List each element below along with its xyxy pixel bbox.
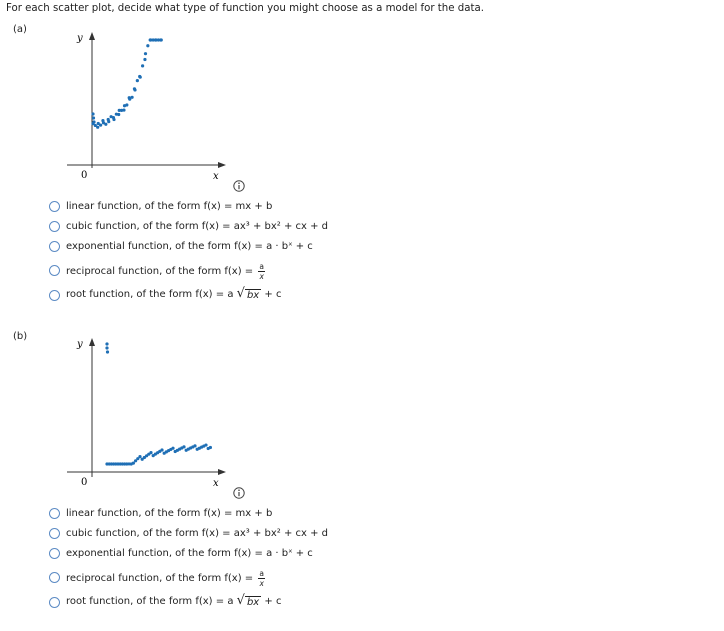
option-root[interactable]: root function, of the form f(x) = a √ bx + c xyxy=(49,592,328,612)
option-text: linear function, of the form xyxy=(66,200,204,212)
y-axis-label: y xyxy=(77,33,83,44)
option-text: cubic function, of the form xyxy=(66,527,202,539)
part-b-label: (b) xyxy=(13,331,28,342)
radio-button[interactable] xyxy=(49,548,60,559)
radio-button[interactable] xyxy=(49,528,60,539)
origin-label: 0 xyxy=(81,477,88,488)
option-formula: f(x) = a xyxy=(195,596,237,607)
scatter-point xyxy=(143,58,146,61)
option-text: exponential function, of the form xyxy=(66,240,235,252)
fraction: $\frac{a}{x}$ xyxy=(259,261,264,281)
scatter-point xyxy=(133,88,136,91)
scatter-point xyxy=(132,462,135,465)
x-axis-label: x xyxy=(213,478,219,489)
scatter-point xyxy=(144,52,147,55)
radio-button[interactable] xyxy=(49,508,60,519)
scatter-point xyxy=(193,444,196,447)
scatter-point xyxy=(91,112,94,115)
part-a-label: (a) xyxy=(13,24,27,35)
origin-label: 0 xyxy=(81,170,88,181)
scatter-points xyxy=(105,342,212,465)
info-icon[interactable] xyxy=(233,487,245,499)
options-a xyxy=(49,196,328,305)
x-axis-label: x xyxy=(213,171,219,182)
instruction-text: For each scatter plot, decide what type of function you might choose as a model for the data. xyxy=(6,3,484,14)
scatter-point xyxy=(117,113,120,116)
scatter-point xyxy=(104,123,107,126)
option-cubic[interactable] xyxy=(49,523,328,543)
scatter-point xyxy=(105,346,108,349)
scatter-point xyxy=(106,350,109,353)
y-axis-arrow xyxy=(89,32,95,40)
scatter-point xyxy=(160,448,163,451)
option-text: cubic function, of the form xyxy=(66,220,202,232)
scatter-point xyxy=(96,126,99,129)
scatter-point xyxy=(105,342,108,345)
option-cubic[interactable] xyxy=(49,216,328,236)
scatter-point xyxy=(209,446,212,449)
scatter-point xyxy=(171,447,174,450)
option-linear[interactable] xyxy=(49,503,328,523)
radio-button[interactable] xyxy=(49,201,60,212)
option-exponential[interactable] xyxy=(49,543,328,563)
option-formula: f(x) = a · bˣ + c xyxy=(234,240,313,252)
option-text: root function, of the form xyxy=(66,596,196,607)
option-formula: f(x) = xyxy=(224,572,257,584)
fraction: $\frac{a}{x}$ xyxy=(259,568,264,588)
option-reciprocal[interactable] xyxy=(49,563,328,592)
scatter-point xyxy=(107,120,110,123)
scatter-point xyxy=(149,451,152,454)
x-axis-arrow xyxy=(218,162,226,168)
option-exponential[interactable] xyxy=(49,236,328,256)
scatter-point xyxy=(136,79,139,82)
scatter-point xyxy=(99,123,102,126)
option-formula: f(x) = mx + b xyxy=(203,200,273,212)
option-linear[interactable] xyxy=(49,196,328,216)
scatter-plot-b xyxy=(55,334,235,494)
option-formula: f(x) = a xyxy=(195,289,237,300)
scatter-point xyxy=(112,118,115,121)
info-icon[interactable] xyxy=(233,180,245,192)
scatter-point xyxy=(204,443,207,446)
radio-button[interactable] xyxy=(49,572,60,583)
scatter-point xyxy=(125,103,128,106)
radio-button[interactable] xyxy=(49,221,60,232)
scatter-point xyxy=(138,455,141,458)
radio-button[interactable] xyxy=(49,290,60,301)
square-root: √ bx xyxy=(236,286,260,301)
scatter-point xyxy=(139,76,142,79)
option-text: reciprocal function, of the form xyxy=(66,572,225,584)
radio-button[interactable] xyxy=(49,597,60,608)
options-b xyxy=(49,503,328,612)
scatter-plot-a xyxy=(55,28,235,188)
option-formula: f(x) = mx + b xyxy=(203,507,273,519)
radio-button[interactable] xyxy=(49,265,60,276)
option-root[interactable]: root function, of the form f(x) = a √ bx + c xyxy=(49,285,328,305)
option-text: root function, of the form xyxy=(66,289,196,300)
radio-button[interactable] xyxy=(49,241,60,252)
option-text: reciprocal function, of the form xyxy=(66,265,225,277)
option-formula: f(x) = ax³ + bx² + cx + d xyxy=(201,527,329,539)
x-axis-arrow xyxy=(218,469,226,475)
option-formula: f(x) = ax³ + bx² + cx + d xyxy=(201,220,329,232)
option-text: linear function, of the form xyxy=(66,507,204,519)
option-reciprocal[interactable] xyxy=(49,256,328,285)
scatter-point xyxy=(131,96,134,99)
option-text: exponential function, of the form xyxy=(66,547,235,559)
scatter-point xyxy=(92,116,95,119)
scatter-points xyxy=(91,38,162,128)
scatter-point xyxy=(122,108,125,111)
y-axis-label: y xyxy=(77,339,83,350)
y-axis-arrow xyxy=(89,338,95,346)
scatter-point xyxy=(146,44,149,47)
scatter-point xyxy=(92,120,95,123)
option-formula: f(x) = a · bˣ + c xyxy=(234,547,313,559)
option-formula: f(x) = xyxy=(224,265,257,277)
scatter-point xyxy=(141,64,144,67)
scatter-point xyxy=(182,445,185,448)
square-root: √ bx xyxy=(236,593,260,608)
scatter-point xyxy=(160,38,163,41)
